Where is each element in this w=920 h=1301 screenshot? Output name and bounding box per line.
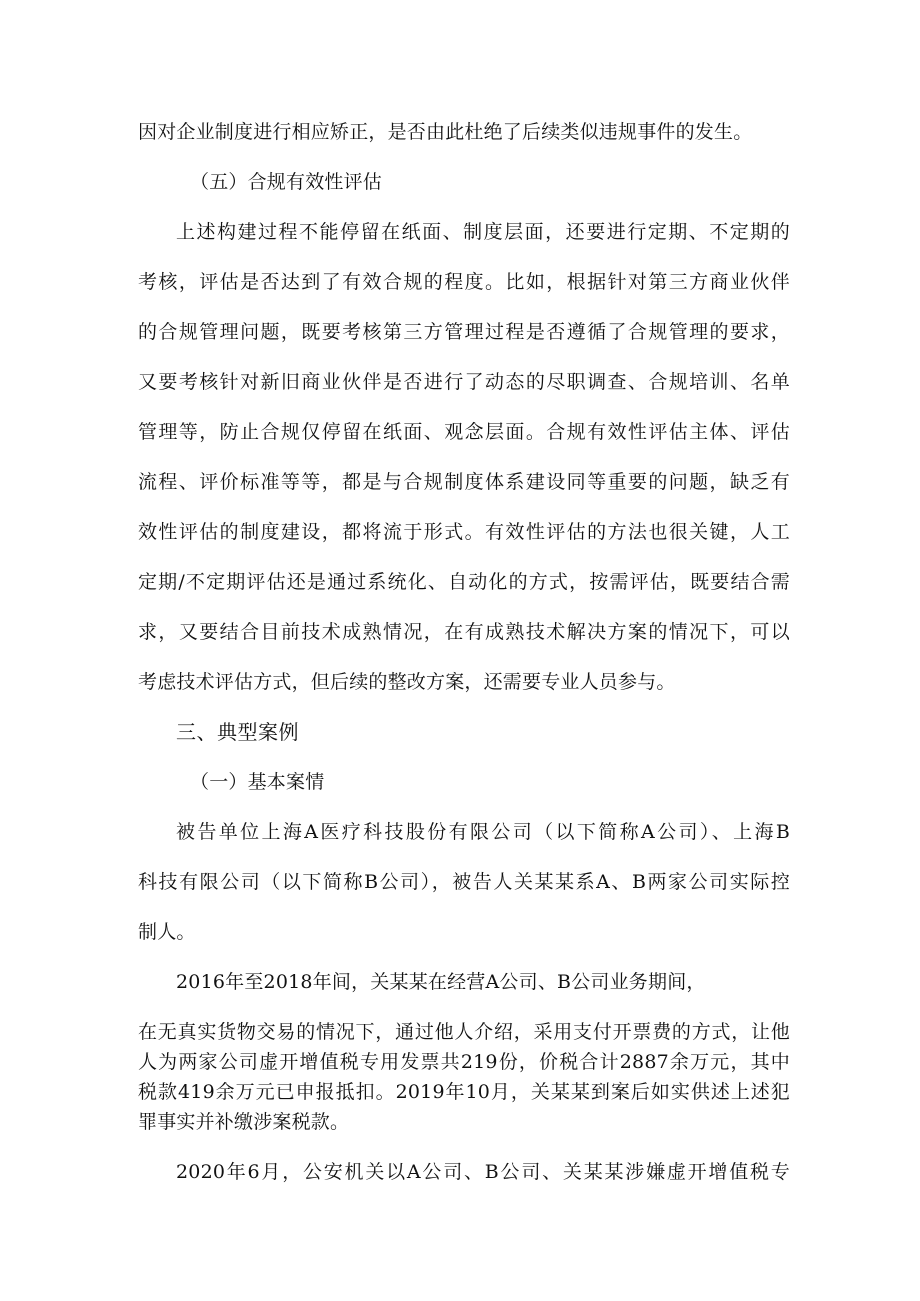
paragraph-line: 流程、评价标准等等，都是与合规制度体系建设同等重要的问题，缺乏有 xyxy=(138,471,790,493)
paragraph-line: 制人。 xyxy=(138,921,196,943)
paragraph-line: 考虑技术评估方式，但后续的整改方案，还需要专业人员参与。 xyxy=(138,671,676,693)
paragraph-line: 管理等，防止合规仅停留在纸面、观念层面。合规有效性评估主体、评估 xyxy=(138,421,790,443)
section-heading-typical-cases: 三、典型案例 xyxy=(176,720,299,744)
paragraph-line: 2016年至2018年间，关某某在经营A公司、B公司业务期间， xyxy=(176,971,706,993)
paragraph-line: 效性评估的制度建设，都将流于形式。有效性评估的方法也很关键，人工 xyxy=(138,521,790,543)
section-heading-compliance-evaluation: （五）合规有效性评估 xyxy=(190,171,383,193)
paragraph-line: 的合规管理问题，既要考核第三方管理过程是否遵循了合规管理的要求， xyxy=(138,321,790,343)
paragraph-line: 考核，评估是否达到了有效合规的程度。比如，根据针对第三方商业伙伴 xyxy=(138,271,790,293)
paragraph-line: 在无真实货物交易的情况下，通过他人介绍，采用支付开票费的方式，让他 xyxy=(138,1021,790,1043)
paragraph-line: 罪事实并补缴涉案税款。 xyxy=(138,1111,350,1133)
paragraph-line: 2020年6月，公安机关以A公司、B公司、关某某涉嫌虚开增值税专 xyxy=(176,1161,790,1183)
section-heading-basic-facts: （一）基本案情 xyxy=(190,771,325,793)
paragraph-line: 因对企业制度进行相应矫正，是否由此杜绝了后续类似违规事件的发生。 xyxy=(138,121,753,143)
paragraph-line: 定期/不定期评估还是通过系统化、自动化的方式，按需评估，既要结合需 xyxy=(138,571,790,593)
paragraph-line: 求，又要结合目前技术成熟情况，在有成熟技术解决方案的情况下，可以 xyxy=(138,621,790,643)
paragraph-line: 被告单位上海A医疗科技股份有限公司（以下简称A公司）、上海B xyxy=(176,821,790,843)
paragraph-line: 税款419余万元已申报抵扣。2019年10月，关某某到案后如实供述上述犯 xyxy=(138,1081,790,1103)
paragraph-line: 科技有限公司（以下简称B公司），被告人关某某系A、B两家公司实际控 xyxy=(138,871,790,893)
paragraph-line: 上述构建过程不能停留在纸面、制度层面，还要进行定期、不定期的 xyxy=(176,221,790,243)
paragraph-line: 又要考核针对新旧商业伙伴是否进行了动态的尽职调查、合规培训、名单 xyxy=(138,371,790,393)
paragraph-line: 人为两家公司虚开增值税专用发票共219份，价税合计2887余万元，其中 xyxy=(138,1051,790,1073)
